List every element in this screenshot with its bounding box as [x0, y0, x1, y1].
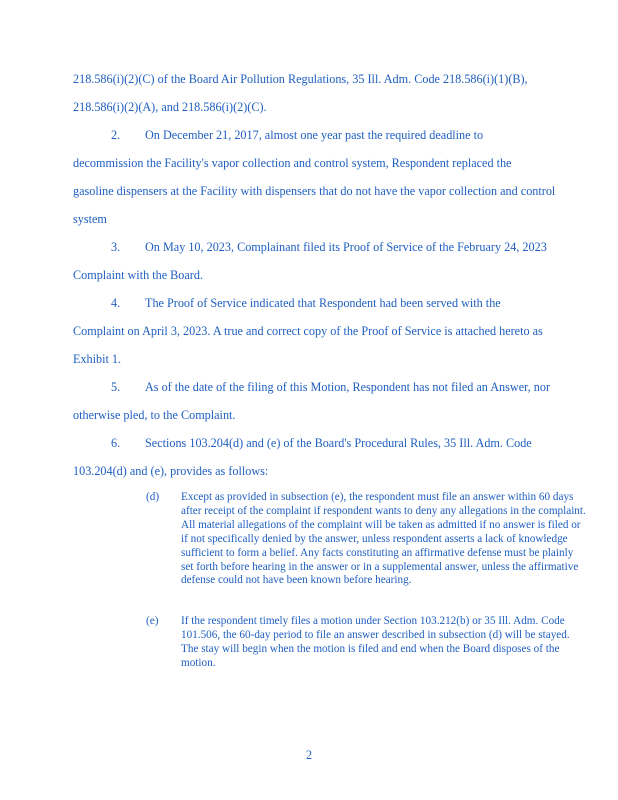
text-line: 103.204(d) and (e), provides as follows:	[73, 464, 269, 478]
paragraph-first-line: As of the date of the filing of this Motion, Respondent has not filed an Answer, nor	[145, 380, 551, 394]
paragraph-first-line: On December 21, 2017, almost one year past the required deadline to	[145, 128, 484, 142]
paragraph-number: 4.	[111, 296, 121, 310]
text-line: Exhibit 1.	[73, 352, 122, 366]
paragraph-number: 5.	[111, 380, 121, 394]
paragraph-first-line: Sections 103.204(d) and (e) of the Board's Procedural Rules, 35 Ill. Adm. Code	[145, 436, 532, 450]
text-line: Complaint with the Board.	[73, 268, 203, 282]
quote-label: (d)	[146, 491, 160, 503]
paragraph-number: 6.	[111, 436, 121, 450]
text-line: 218.586(i)(2)(A), and 218.586(i)(2)(C).	[73, 100, 267, 114]
paragraph-first-line: On May 10, 2023, Complainant filed its Proof of Service of the February 24, 2023	[145, 240, 547, 254]
text-line: otherwise pled, to the Complaint.	[73, 408, 236, 422]
quote-text: Except as provided in subsection (e), the respondent must file an answer within 60 days after receipt of the complaint if respondent wants to deny any allegations in the complaint. All material allegations of the complaint will be taken as admitted if no answer is filed or if not specifically denied by the answer, unless respondent asserts a lack of knowledge sufficient to form a belief. Any facts constituting an affirmative defense must be plainly set forth before hearing in the answer or in a supplemental answer, unless the affirmative defense could not have been known before hearing.	[181, 491, 586, 587]
paragraph-number: 3.	[111, 240, 121, 254]
paragraph-number: 2.	[111, 128, 121, 142]
quote-text: If the respondent timely files a motion under Section 103.212(b) or 35 Ill. Adm. Code 101.506, the 60-day period to file an answer described in subsection (d) will be stayed. The stay will begin when the motion is filed and end when the Board disposes of the motion.	[181, 615, 570, 669]
text-line: decommission the Facility's vapor collection and control system, Respondent replaced the	[73, 156, 512, 170]
text-line: system	[73, 212, 107, 226]
page-number: 2	[305, 748, 313, 762]
quote-label: (e)	[146, 615, 159, 627]
text-line: gasoline dispensers at the Facility with dispensers that do not have the vapor collection and control	[73, 184, 556, 198]
paragraph-first-line: The Proof of Service indicated that Respondent had been served with the	[145, 296, 501, 310]
text-line: 218.586(i)(2)(C) of the Board Air Pollution Regulations, 35 Ill. Adm. Code 218.586(i)(1)(B),	[73, 72, 528, 86]
text-line: Complaint on April 3, 2023. A true and correct copy of the Proof of Service is attached hereto as	[73, 324, 543, 338]
